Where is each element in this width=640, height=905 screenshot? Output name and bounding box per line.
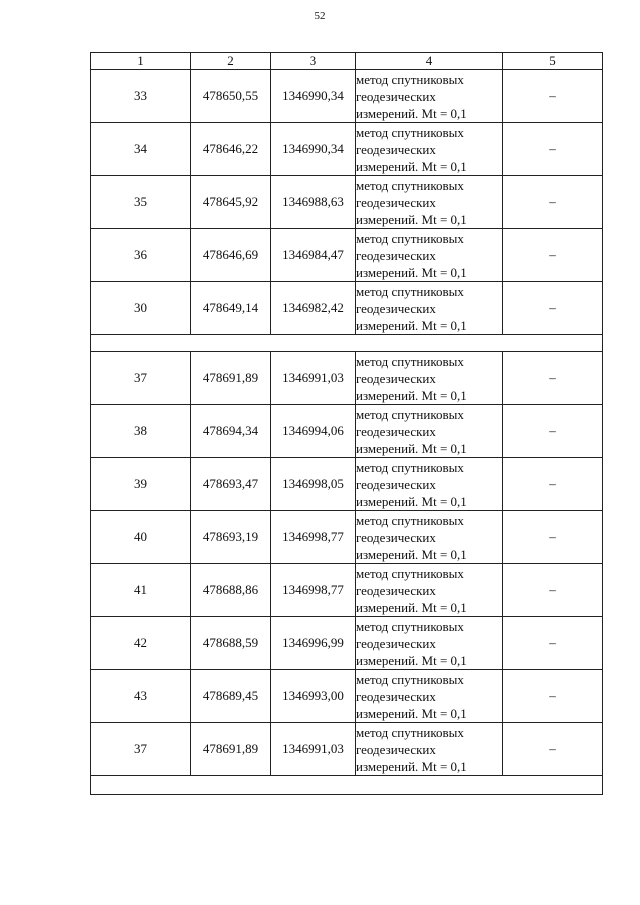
point-number: 37: [91, 352, 191, 405]
table-row: [91, 617, 603, 670]
method-line: метод спутниковых: [356, 459, 464, 475]
separator-row: [91, 335, 603, 352]
description-cell: –: [503, 511, 603, 564]
method-cell: [356, 352, 503, 405]
method-line: геодезических: [356, 247, 436, 263]
point-number: 33: [91, 70, 191, 123]
table-row: [91, 405, 603, 458]
method-line: измерений. Mt = 0,1: [356, 705, 467, 721]
coordinate-y: 1346993,00: [271, 670, 356, 723]
method-cell: [356, 123, 503, 176]
column-header: 5: [503, 53, 603, 70]
coordinate-x: 478650,55: [191, 70, 271, 123]
method-line: метод спутниковых: [356, 618, 464, 634]
method-cell: [356, 670, 503, 723]
method-cell: [356, 282, 503, 335]
table-row: [91, 123, 603, 176]
coordinate-x: 478693,19: [191, 511, 271, 564]
method-line: измерений. Mt = 0,1: [356, 652, 467, 668]
column-header: 3: [271, 53, 356, 70]
column-header: 4: [356, 53, 503, 70]
table-row: [91, 352, 603, 405]
separator-cell: [91, 776, 603, 795]
method-line: метод спутниковых: [356, 124, 464, 140]
method-line: измерений. Mt = 0,1: [356, 158, 467, 174]
method-cell: [356, 564, 503, 617]
method-line: измерений. Mt = 0,1: [356, 317, 467, 333]
method-line: геодезических: [356, 635, 436, 651]
description-cell: –: [503, 617, 603, 670]
table-row: [91, 670, 603, 723]
method-cell: [356, 229, 503, 282]
description-cell: –: [503, 282, 603, 335]
header-row: [91, 53, 603, 70]
table-row: [91, 564, 603, 617]
description-cell: –: [503, 458, 603, 511]
method-line: метод спутниковых: [356, 230, 464, 246]
method-line: метод спутниковых: [356, 512, 464, 528]
method-line: измерений. Mt = 0,1: [356, 758, 467, 774]
method-line: метод спутниковых: [356, 177, 464, 193]
point-number: 43: [91, 670, 191, 723]
point-number: 40: [91, 511, 191, 564]
table-row: [91, 70, 603, 123]
coordinate-y: 1346984,47: [271, 229, 356, 282]
coordinate-y: 1346998,05: [271, 458, 356, 511]
coordinate-x: 478691,89: [191, 723, 271, 776]
method-line: измерений. Mt = 0,1: [356, 105, 467, 121]
coordinate-y: 1346994,06: [271, 405, 356, 458]
method-line: измерений. Mt = 0,1: [356, 440, 467, 456]
method-line: измерений. Mt = 0,1: [356, 264, 467, 280]
method-line: геодезических: [356, 370, 436, 386]
table-row: [91, 511, 603, 564]
coordinate-y: 1346991,03: [271, 723, 356, 776]
coordinate-x: 478646,22: [191, 123, 271, 176]
method-cell: [356, 511, 503, 564]
coordinate-y: 1346991,03: [271, 352, 356, 405]
table-row: [91, 229, 603, 282]
method-line: геодезических: [356, 194, 436, 210]
method-cell: [356, 70, 503, 123]
table-row: [91, 458, 603, 511]
method-line: метод спутниковых: [356, 283, 464, 299]
point-number: 39: [91, 458, 191, 511]
description-cell: –: [503, 564, 603, 617]
point-number: 34: [91, 123, 191, 176]
method-cell: [356, 723, 503, 776]
method-line: измерений. Mt = 0,1: [356, 387, 467, 403]
method-cell: [356, 617, 503, 670]
coordinate-y: 1346982,42: [271, 282, 356, 335]
method-line: геодезических: [356, 529, 436, 545]
method-line: измерений. Mt = 0,1: [356, 546, 467, 562]
coordinate-y: 1346990,34: [271, 70, 356, 123]
point-number: 41: [91, 564, 191, 617]
coordinate-y: 1346988,63: [271, 176, 356, 229]
coordinate-y: 1346996,99: [271, 617, 356, 670]
method-line: метод спутниковых: [356, 671, 464, 687]
method-cell: [356, 458, 503, 511]
description-cell: –: [503, 405, 603, 458]
point-number: 36: [91, 229, 191, 282]
coordinate-y: 1346990,34: [271, 123, 356, 176]
column-header: 1: [91, 53, 191, 70]
method-line: геодезических: [356, 582, 436, 598]
table-row: [91, 723, 603, 776]
point-number: 42: [91, 617, 191, 670]
coordinate-x: 478693,47: [191, 458, 271, 511]
method-line: геодезических: [356, 300, 436, 316]
method-line: измерений. Mt = 0,1: [356, 211, 467, 227]
coordinate-x: 478688,59: [191, 617, 271, 670]
coordinate-x: 478689,45: [191, 670, 271, 723]
description-cell: –: [503, 123, 603, 176]
coordinate-x: 478649,14: [191, 282, 271, 335]
method-line: геодезических: [356, 423, 436, 439]
method-cell: [356, 405, 503, 458]
method-line: геодезических: [356, 741, 436, 757]
method-line: измерений. Mt = 0,1: [356, 493, 467, 509]
method-line: метод спутниковых: [356, 353, 464, 369]
coordinate-x: 478694,34: [191, 405, 271, 458]
method-line: метод спутниковых: [356, 565, 464, 581]
page-number: 52: [314, 10, 326, 22]
method-line: геодезических: [356, 476, 436, 492]
method-line: метод спутниковых: [356, 724, 464, 740]
method-line: измерений. Mt = 0,1: [356, 599, 467, 615]
point-number: 35: [91, 176, 191, 229]
point-number: 37: [91, 723, 191, 776]
separator-row: [91, 776, 603, 795]
point-number: 38: [91, 405, 191, 458]
description-cell: –: [503, 352, 603, 405]
method-line: геодезических: [356, 688, 436, 704]
coordinate-y: 1346998,77: [271, 511, 356, 564]
coordinate-x: 478646,69: [191, 229, 271, 282]
method-line: метод спутниковых: [356, 71, 464, 87]
method-line: метод спутниковых: [356, 406, 464, 422]
column-header: 2: [191, 53, 271, 70]
description-cell: –: [503, 670, 603, 723]
coordinate-y: 1346998,77: [271, 564, 356, 617]
description-cell: –: [503, 723, 603, 776]
description-cell: –: [503, 229, 603, 282]
table-row: [91, 176, 603, 229]
coordinate-x: 478691,89: [191, 352, 271, 405]
separator-cell: [91, 335, 603, 352]
coordinate-x: 478688,86: [191, 564, 271, 617]
table-body: [91, 70, 603, 795]
coordinates-table: [90, 52, 603, 795]
method-line: геодезических: [356, 88, 436, 104]
table-row: [91, 282, 603, 335]
point-number: 30: [91, 282, 191, 335]
coordinate-x: 478645,92: [191, 176, 271, 229]
method-cell: [356, 176, 503, 229]
method-line: геодезических: [356, 141, 436, 157]
description-cell: –: [503, 176, 603, 229]
description-cell: –: [503, 70, 603, 123]
